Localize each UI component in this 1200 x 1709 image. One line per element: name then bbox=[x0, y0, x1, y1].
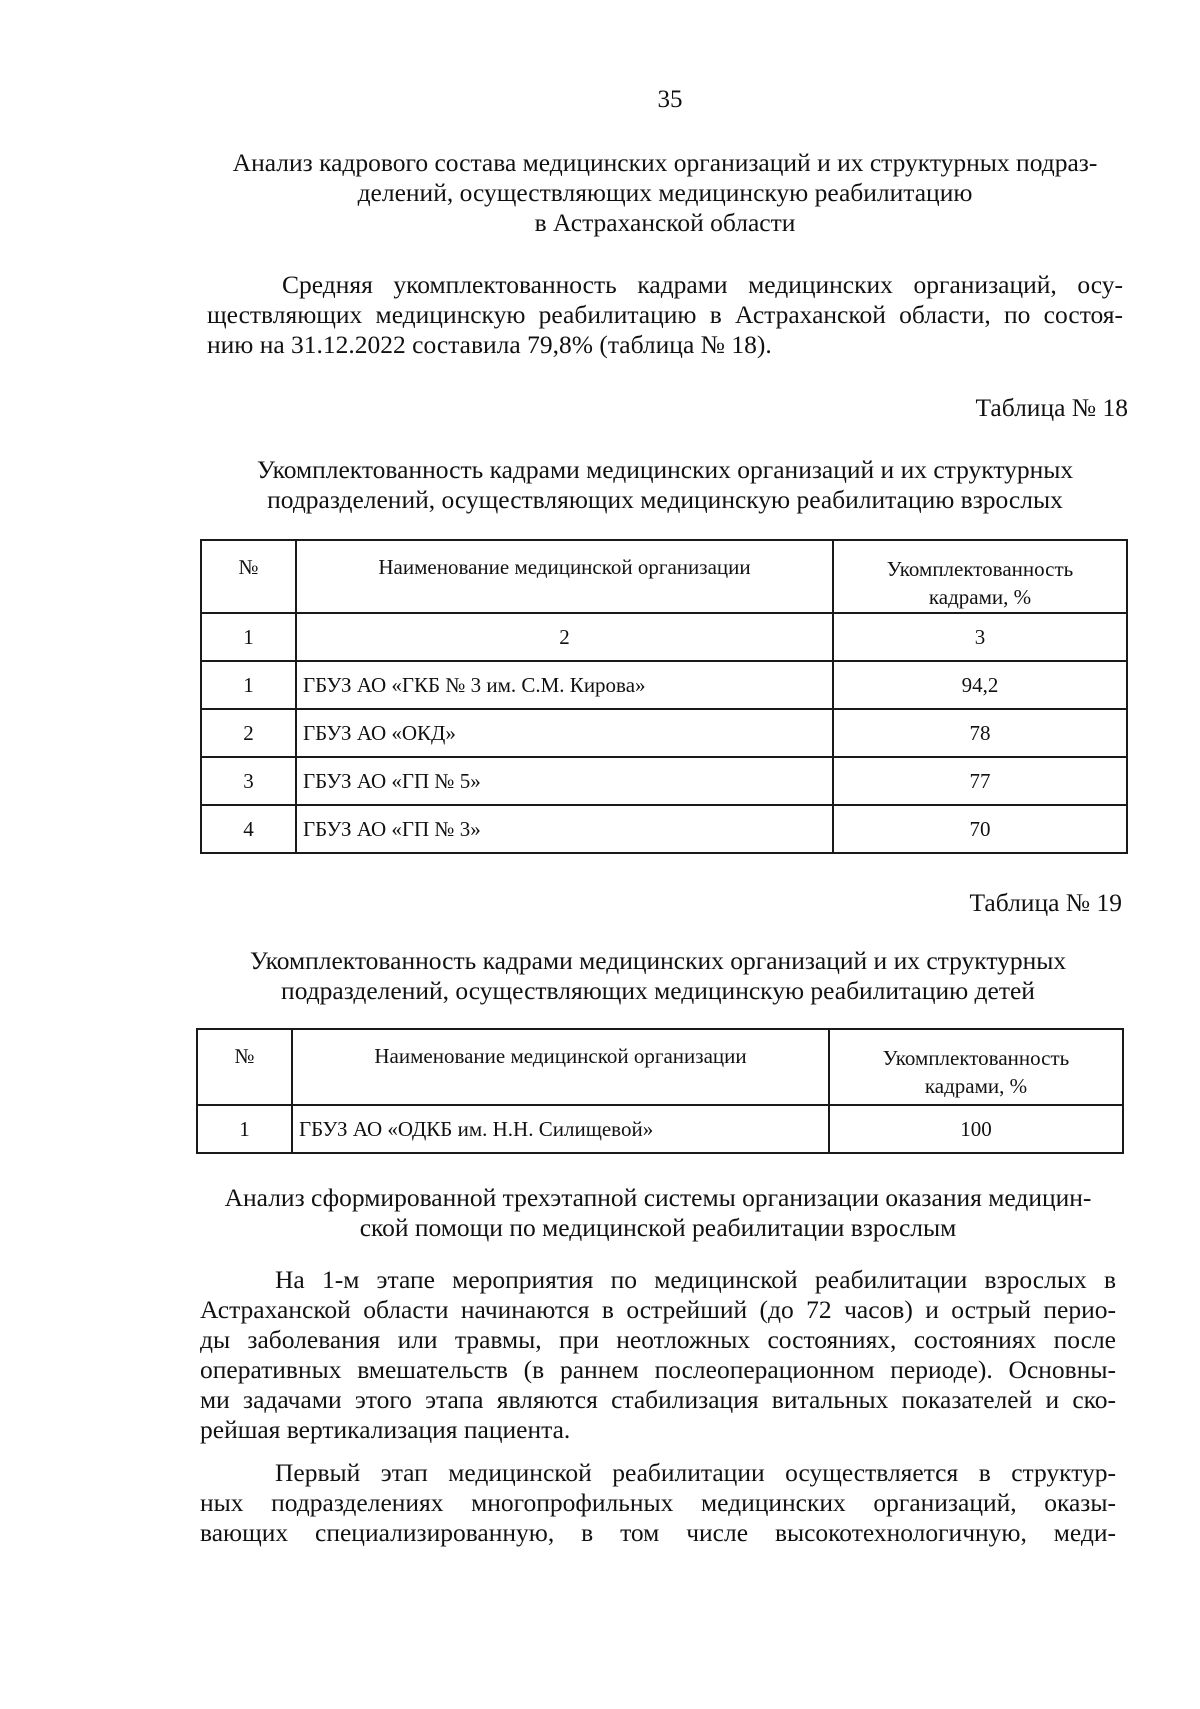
row-number: 1 bbox=[201, 661, 296, 709]
header-number: № bbox=[201, 540, 296, 613]
column-number-cell: 3 bbox=[833, 613, 1127, 661]
section1-title-line: делений, осуществляющих медицинскую реабилитацию bbox=[357, 178, 973, 207]
section1-title-line: в Астраханской области bbox=[534, 208, 796, 237]
header-org-name: Наименование медицинской организации bbox=[292, 1029, 829, 1105]
paragraph-line: Астраханской области начинаются в острейший (до 72 часов) и острый перио- bbox=[200, 1295, 1116, 1324]
table-row bbox=[201, 805, 1127, 853]
paragraph-line: На 1-м этапе мероприятия по медицинской реабилитации взрослых в bbox=[275, 1265, 1116, 1294]
section2-paragraph-1 bbox=[200, 1265, 1116, 1445]
section1-title bbox=[207, 148, 1123, 238]
row-staffing-value: 70 bbox=[833, 805, 1127, 853]
header-number: № bbox=[197, 1029, 292, 1105]
row-number: 3 bbox=[201, 757, 296, 805]
header-staffing bbox=[833, 540, 1127, 613]
paragraph-line: оперативных вмешательств (в раннем послеоперационном периоде). Основны- bbox=[200, 1355, 1116, 1384]
paragraph-line: ных подразделениях многопрофильных медицинских организаций, оказы- bbox=[200, 1488, 1116, 1517]
table18-caption bbox=[207, 455, 1123, 515]
row-number: 4 bbox=[201, 805, 296, 853]
row-org-name: ГБУЗ АО «ОДКБ им. Н.Н. Силищевой» bbox=[292, 1105, 829, 1153]
table19-caption bbox=[200, 946, 1116, 1006]
section1-title-line: Анализ кадрового состава медицинских организаций и их структурных подраз- bbox=[232, 148, 1098, 177]
row-org-name: ГБУЗ АО «ГП № 3» bbox=[296, 805, 833, 853]
table19-label: Таблица № 19 bbox=[969, 888, 1122, 917]
page-number: 35 bbox=[657, 86, 683, 113]
section1-paragraph bbox=[207, 270, 1123, 360]
paragraph-line: ми задачами этого этапа являются стабилизация витальных показателей и ско- bbox=[200, 1385, 1116, 1414]
row-staffing-value: 78 bbox=[833, 709, 1127, 757]
row-staffing-value: 100 bbox=[829, 1105, 1123, 1153]
paragraph-line: Средняя укомплектованность кадрами медицинских организаций, осу- bbox=[282, 270, 1123, 299]
section2-paragraph-2 bbox=[200, 1458, 1116, 1548]
table-row bbox=[201, 709, 1127, 757]
caption-line: Укомплектованность кадрами медицинских организаций и их структурных bbox=[249, 946, 1067, 975]
row-org-name: ГБУЗ АО «ГП № 5» bbox=[296, 757, 833, 805]
paragraph-line: Первый этап медицинской реабилитации осуществляется в структур- bbox=[275, 1458, 1116, 1487]
paragraph-line: вающих специализированную, в том числе высокотехнологичную, меди- bbox=[200, 1518, 1116, 1547]
table18-label: Таблица № 18 bbox=[975, 393, 1128, 422]
column-number-cell: 2 bbox=[296, 613, 833, 661]
row-number: 2 bbox=[201, 709, 296, 757]
table-header-row bbox=[197, 1029, 1123, 1105]
row-staffing-value: 94,2 bbox=[833, 661, 1127, 709]
table19 bbox=[196, 1028, 1124, 1154]
row-staffing-value: 77 bbox=[833, 757, 1127, 805]
section2-title bbox=[200, 1183, 1116, 1243]
table-column-number-row bbox=[201, 613, 1127, 661]
caption-line: Укомплектованность кадрами медицинских организаций и их структурных bbox=[256, 455, 1074, 484]
column-number-cell: 1 bbox=[201, 613, 296, 661]
header-org-name: Наименование медицинской организации bbox=[296, 540, 833, 613]
table-header-row bbox=[201, 540, 1127, 613]
section2-title-line: Анализ сформированной трехэтапной системы организации оказания медицин- bbox=[224, 1183, 1092, 1212]
table-row bbox=[201, 661, 1127, 709]
header-staffing bbox=[829, 1029, 1123, 1105]
section2-title-line: ской помощи по медицинской реабилитации взрослым bbox=[359, 1213, 957, 1242]
row-org-name: ГБУЗ АО «ОКД» bbox=[296, 709, 833, 757]
header-staffing-text: Укомплектованность кадрами, % bbox=[882, 1046, 1070, 1098]
row-number: 1 bbox=[197, 1105, 292, 1153]
paragraph-line: ды заболевания или травмы, при неотложных состояниях, состояниях после bbox=[200, 1325, 1116, 1354]
header-staffing-text: Укомплектованность кадрами, % bbox=[886, 557, 1074, 609]
table-row bbox=[197, 1105, 1123, 1153]
row-org-name: ГБУЗ АО «ГКБ № 3 им. С.М. Кирова» bbox=[296, 661, 833, 709]
table-row bbox=[201, 757, 1127, 805]
paragraph-line: рейшая вертикализация пациента. bbox=[200, 1415, 571, 1444]
paragraph-line: нию на 31.12.2022 составила 79,8% (таблица № 18). bbox=[207, 330, 772, 359]
table18 bbox=[200, 539, 1128, 854]
caption-line: подразделений, осуществляющих медицинскую реабилитацию детей bbox=[281, 976, 1035, 1005]
paragraph-line: ществляющих медицинскую реабилитацию в Астраханской области, по состоя- bbox=[207, 300, 1123, 329]
caption-line: подразделений, осуществляющих медицинскую реабилитацию взрослых bbox=[267, 485, 1063, 514]
